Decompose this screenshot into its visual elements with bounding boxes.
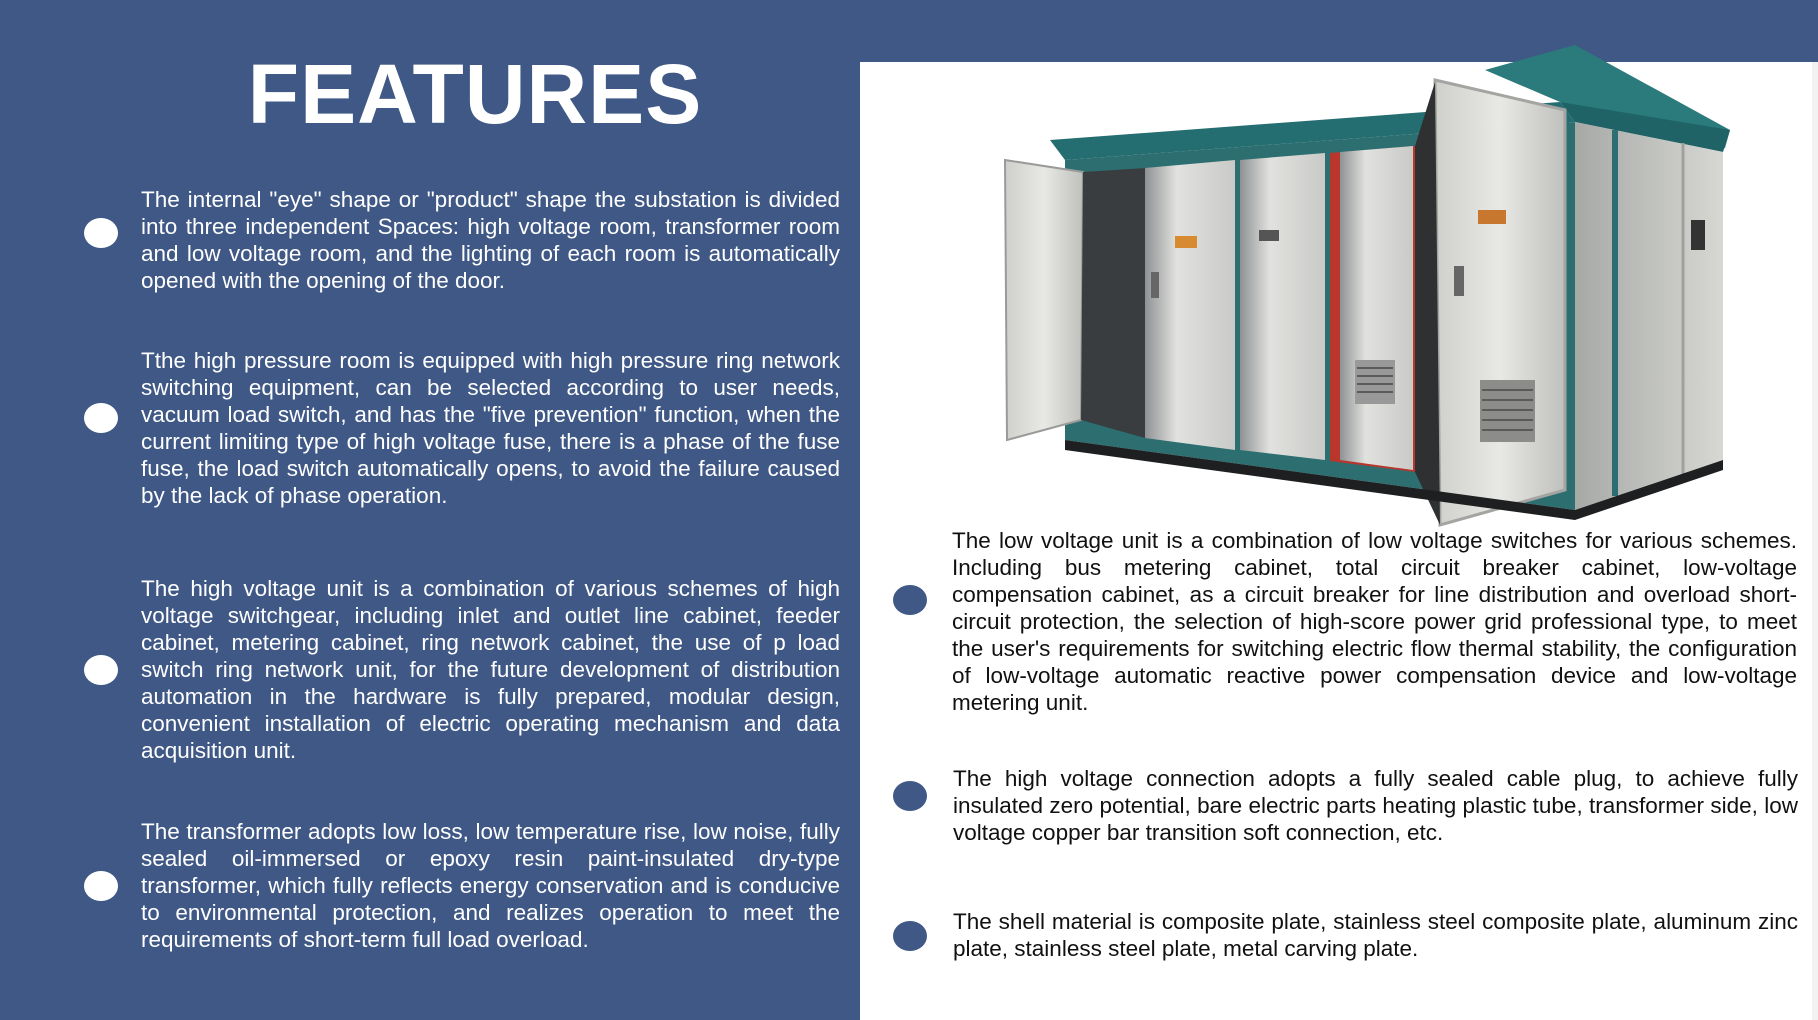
feature-text: Tthe high pressure room is equipped with high pressure ring network switching equipment, can be selected according to user needs, vacuum load switch, and has the "five prevention" function, when the current limiting type of high voltage fuse, there is a phase of the fuse fuse, the load switch automatically opens, to avoid the failure caused by the lack of phase operation. bbox=[141, 348, 840, 508]
substation-image bbox=[995, 40, 1755, 530]
bullet-icon bbox=[893, 781, 927, 811]
feature-text: The internal "eye" shape or "product" shape the substation is divided into three independent Spaces: high voltage room, transformer room and low voltage room, and the lighting of each room is automatically opened with the opening of the door. bbox=[141, 187, 840, 293]
bullet-icon bbox=[84, 218, 118, 248]
bullet-icon bbox=[84, 403, 118, 433]
bullet-icon bbox=[84, 871, 118, 901]
page-title: FEATURES bbox=[247, 47, 703, 141]
feature-text: The shell material is composite plate, stainless steel composite plate, aluminum zinc plate, stainless steel plate, metal carving plate. bbox=[953, 909, 1798, 961]
feature-item bbox=[953, 765, 1798, 846]
bullet-icon bbox=[893, 585, 927, 615]
feature-item bbox=[141, 575, 840, 764]
feature-text: The high voltage connection adopts a fully sealed cable plug, to achieve fully insulated zero potential, bare electric parts heating plastic tube, transformer side, low voltage copper bar transition soft connection, etc. bbox=[953, 766, 1798, 845]
feature-text: The low voltage unit is a combination of low voltage switches for various schemes. Including bus metering cabinet, total circuit breaker cabinet, low-voltage compensation cabinet, as a circuit breaker for line distribution and overload short-circuit protection, the selection of high-score power grid professional type, to meet the user's requirements for switching electric flow thermal stability, the configuration of low-voltage automatic reactive power compensation device and low-voltage metering unit. bbox=[952, 528, 1797, 715]
feature-item bbox=[141, 347, 840, 509]
feature-item bbox=[952, 527, 1797, 716]
right-edge bbox=[1812, 62, 1818, 1020]
bullet-icon bbox=[893, 921, 927, 951]
feature-text: The high voltage unit is a combination of various schemes of high voltage switchgear, including inlet and outlet line cabinet, feeder cabinet, metering cabinet, ring network cabinet, the use of p load switch ring network unit, for the future development of distribution automation in the hardware is fully prepared, modular design, convenient installation of electric operating mechanism and data acquisition unit. bbox=[141, 576, 840, 763]
feature-item bbox=[953, 908, 1798, 962]
bullet-icon bbox=[84, 655, 118, 685]
feature-item bbox=[141, 818, 840, 953]
feature-text: The transformer adopts low loss, low temperature rise, low noise, fully sealed oil-immersed or epoxy resin paint-insulated dry-type transformer, which fully reflects energy conservation and is conducive to environmental protection, and realizes operation to meet the requirements of short-term full load overload. bbox=[141, 819, 840, 952]
feature-item bbox=[141, 186, 840, 294]
